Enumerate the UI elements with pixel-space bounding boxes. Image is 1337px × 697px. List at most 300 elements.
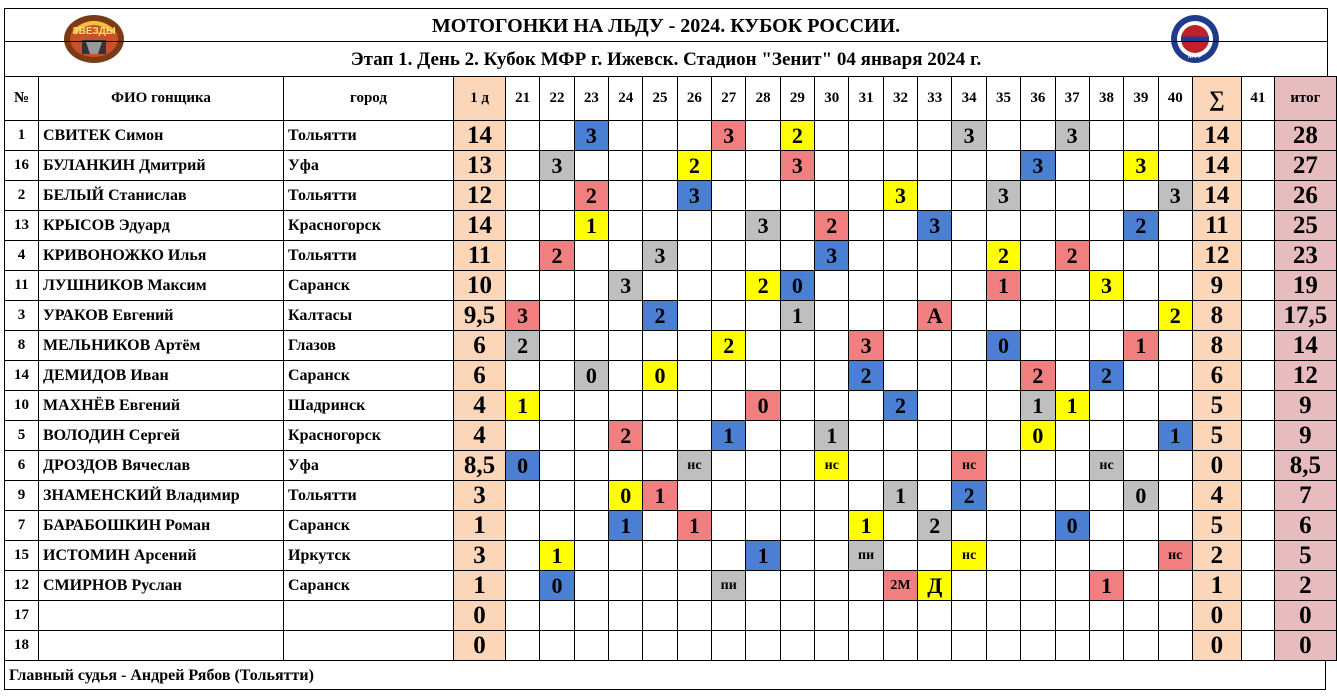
col-header-total: итог [1274,77,1336,121]
heat-empty-26 [677,241,711,271]
heat-result-31: пи [849,541,883,571]
heat-result-38: 2 [1089,361,1123,391]
heat-empty-29 [780,571,814,601]
heat-empty-38 [1089,331,1123,361]
heat-result-40: 3 [1158,181,1192,211]
heat-empty-33 [918,421,952,451]
heat-result-23: 1 [574,211,608,241]
day2-sum: 8 [1192,331,1241,361]
heat-empty-24 [609,601,643,631]
heat-empty-40 [1158,121,1192,151]
heat-empty-27 [712,361,746,391]
heat-empty-38 [1089,541,1123,571]
table-row [5,601,1337,631]
heat-result-23: 3 [574,121,608,151]
heat-result-23: 2 [574,181,608,211]
heat-empty-35 [986,121,1020,151]
heat-empty-36 [1021,181,1055,211]
day2-sum: 9 [1192,271,1241,301]
heat-empty-28 [746,571,780,601]
heat-empty-31 [849,451,883,481]
day1-points: 14 [454,121,506,151]
heat-empty-32 [883,331,917,361]
rider-city: Саранск [284,511,454,541]
day1-points: 14 [454,211,506,241]
heat-empty-27 [712,541,746,571]
heat-empty-26 [677,301,711,331]
rider-number: 4 [5,241,39,271]
heat-empty-21 [506,241,540,271]
rider-name: ИСТОМИН Арсений [39,541,284,571]
col-header-heat-27: 27 [712,77,746,121]
heat-empty-27 [712,301,746,331]
heat-result-22: 0 [540,571,574,601]
day1-points: 6 [454,331,506,361]
heat-empty-35 [986,301,1020,331]
heat-result-27: 3 [712,121,746,151]
heat-empty-34 [952,151,986,181]
heat-empty-25 [643,121,677,151]
heat-empty-23 [574,451,608,481]
heat-empty-29 [780,631,814,661]
heat-41 [1241,451,1274,481]
heat-empty-36 [1021,241,1055,271]
heat-result-22: 2 [540,241,574,271]
rider-name: ДЕМИДОВ Иван [39,361,284,391]
heat-result-37: 1 [1055,391,1089,421]
heat-empty-28 [746,241,780,271]
col-header-heat-30: 30 [815,77,849,121]
heat-result-34: 3 [952,121,986,151]
heat-empty-33 [918,541,952,571]
col-header-heat-29: 29 [780,77,814,121]
heat-empty-39 [1124,541,1158,571]
day1-points: 6 [454,361,506,391]
heat-empty-40 [1158,271,1192,301]
heat-empty-25 [643,391,677,421]
heat-41 [1241,121,1274,151]
heat-empty-37 [1055,481,1089,511]
heat-empty-22 [540,511,574,541]
heat-empty-39 [1124,511,1158,541]
heat-result-31: 2 [849,361,883,391]
heat-empty-34 [952,511,986,541]
col-header-heat-40: 40 [1158,77,1192,121]
heat-empty-30 [815,121,849,151]
rider-number: 17 [5,601,39,631]
heat-result-30: 1 [815,421,849,451]
rider-name: КРЫСОВ Эдуард [39,211,284,241]
heat-empty-29 [780,511,814,541]
table-row [5,151,1337,181]
day1-points: 4 [454,421,506,451]
heat-empty-23 [574,601,608,631]
total-points: 27 [1274,151,1336,181]
day2-sum: 14 [1192,121,1241,151]
heat-empty-25 [643,211,677,241]
heat-empty-22 [540,631,574,661]
heat-empty-36 [1021,331,1055,361]
heat-empty-37 [1055,211,1089,241]
heat-empty-23 [574,481,608,511]
rider-number: 6 [5,451,39,481]
heat-empty-27 [712,271,746,301]
heat-empty-40 [1158,451,1192,481]
rider-number: 8 [5,331,39,361]
heat-result-33: 3 [918,211,952,241]
heat-41 [1241,421,1274,451]
heat-result-30: 2 [815,211,849,241]
heat-empty-29 [780,421,814,451]
rider-city: Глазов [284,331,454,361]
rider-name: КРИВОНОЖКО Илья [39,241,284,271]
heat-result-32: 2 [883,391,917,421]
heat-41 [1241,541,1274,571]
heat-empty-26 [677,271,711,301]
rider-city: Тольятти [284,121,454,151]
heat-result-25: 0 [643,361,677,391]
heat-empty-36 [1021,451,1055,481]
heat-empty-25 [643,331,677,361]
day2-sum: 8 [1192,301,1241,331]
heat-result-36: 1 [1021,391,1055,421]
col-header-heat-36: 36 [1021,77,1055,121]
heat-empty-22 [540,271,574,301]
heat-empty-37 [1055,151,1089,181]
day2-sum: 12 [1192,241,1241,271]
rider-city: Калтасы [284,301,454,331]
day2-sum: 14 [1192,181,1241,211]
heat-result-28: 2 [746,271,780,301]
heat-empty-30 [815,271,849,301]
heat-empty-34 [952,271,986,301]
heat-empty-31 [849,121,883,151]
heat-empty-33 [918,121,952,151]
heat-empty-40 [1158,331,1192,361]
rider-city: Тольятти [284,241,454,271]
heat-empty-26 [677,631,711,661]
heat-empty-28 [746,331,780,361]
heat-result-21: 1 [506,391,540,421]
heat-result-35: 0 [986,331,1020,361]
heat-empty-21 [506,121,540,151]
heat-empty-35 [986,151,1020,181]
heat-empty-33 [918,151,952,181]
table-row [5,631,1337,661]
heat-empty-38 [1089,241,1123,271]
rider-name: МЕЛЬНИКОВ Артём [39,331,284,361]
heat-empty-27 [712,451,746,481]
heat-empty-37 [1055,271,1089,301]
rider-city: Саранск [284,271,454,301]
heat-empty-28 [746,151,780,181]
heat-empty-25 [643,511,677,541]
heat-41 [1241,511,1274,541]
table-row [5,421,1337,451]
rider-number: 5 [5,421,39,451]
heat-41 [1241,331,1274,361]
heat-result-29: 2 [780,121,814,151]
heat-empty-23 [574,241,608,271]
heat-empty-27 [712,511,746,541]
heat-empty-37 [1055,301,1089,331]
total-points: 26 [1274,181,1336,211]
heat-empty-21 [506,211,540,241]
heat-empty-30 [815,571,849,601]
day1-points: 3 [454,481,506,511]
heat-empty-39 [1124,241,1158,271]
heat-empty-36 [1021,481,1055,511]
heat-empty-32 [883,541,917,571]
col-header-day1: 1 д [454,77,506,121]
heat-result-26: нс [677,451,711,481]
total-points: 6 [1274,511,1336,541]
heat-empty-33 [918,331,952,361]
heat-41 [1241,571,1274,601]
heat-empty-35 [986,421,1020,451]
heat-result-28: 0 [746,391,780,421]
table-row [5,331,1337,361]
heat-empty-21 [506,631,540,661]
heat-empty-31 [849,151,883,181]
page-title: МОТОГОНКИ НА ЛЬДУ - 2024. КУБОК РОССИИ. [4,8,1328,42]
heat-empty-27 [712,391,746,421]
heat-empty-35 [986,211,1020,241]
heat-empty-35 [986,541,1020,571]
heat-empty-23 [574,151,608,181]
rider-number: 15 [5,541,39,571]
heat-empty-31 [849,211,883,241]
heat-41 [1241,241,1274,271]
heat-result-36: 3 [1021,151,1055,181]
col-header-heat-22: 22 [540,77,574,121]
heat-result-23: 0 [574,361,608,391]
rider-number: 3 [5,301,39,331]
heat-empty-35 [986,571,1020,601]
day2-sum: 4 [1192,481,1241,511]
heat-empty-33 [918,631,952,661]
heat-empty-25 [643,601,677,631]
heat-result-34: нс [952,541,986,571]
heat-empty-31 [849,571,883,601]
heat-empty-29 [780,241,814,271]
heat-41 [1241,601,1274,631]
heat-empty-34 [952,601,986,631]
results-table [4,76,1337,661]
heat-empty-30 [815,511,849,541]
heat-empty-35 [986,511,1020,541]
heat-empty-37 [1055,541,1089,571]
heat-empty-37 [1055,331,1089,361]
heat-41 [1241,391,1274,421]
day2-sum: 0 [1192,631,1241,661]
heat-result-33: Д [918,571,952,601]
heat-empty-24 [609,151,643,181]
heat-result-37: 0 [1055,511,1089,541]
rider-name [39,631,284,661]
col-header-heat-35: 35 [986,77,1020,121]
heat-empty-24 [609,361,643,391]
heat-empty-35 [986,601,1020,631]
heat-empty-25 [643,451,677,481]
total-points: 0 [1274,631,1336,661]
total-points: 23 [1274,241,1336,271]
heat-empty-26 [677,541,711,571]
total-points: 9 [1274,421,1336,451]
heat-empty-31 [849,601,883,631]
rider-name: БУЛАНКИН Дмитрий [39,151,284,181]
heat-empty-25 [643,541,677,571]
heat-empty-39 [1124,601,1158,631]
heat-empty-32 [883,601,917,631]
table-row [5,241,1337,271]
heat-result-40: 1 [1158,421,1192,451]
heat-empty-39 [1124,571,1158,601]
heat-empty-29 [780,451,814,481]
heat-empty-28 [746,121,780,151]
heat-empty-21 [506,181,540,211]
heat-41 [1241,361,1274,391]
heat-empty-37 [1055,631,1089,661]
heat-result-30: нс [815,451,849,481]
col-header-heat-26: 26 [677,77,711,121]
heat-empty-30 [815,361,849,391]
rider-number: 14 [5,361,39,391]
day1-points: 0 [454,601,506,631]
rider-city: Уфа [284,451,454,481]
heat-41 [1241,181,1274,211]
day2-sum: 1 [1192,571,1241,601]
heat-empty-31 [849,421,883,451]
heat-empty-33 [918,361,952,391]
rider-city: Красногорск [284,211,454,241]
heat-empty-38 [1089,631,1123,661]
heat-empty-28 [746,301,780,331]
heat-result-26: 1 [677,511,711,541]
heat-result-22: 3 [540,151,574,181]
table-row [5,211,1337,241]
heat-empty-32 [883,241,917,271]
rider-number: 7 [5,511,39,541]
heat-empty-31 [849,181,883,211]
heat-empty-38 [1089,151,1123,181]
table-row [5,391,1337,421]
heat-41 [1241,631,1274,661]
heat-result-31: 1 [849,511,883,541]
heat-result-39: 1 [1124,331,1158,361]
heat-empty-23 [574,331,608,361]
heat-empty-40 [1158,361,1192,391]
rider-name: ВОЛОДИН Сергей [39,421,284,451]
col-header-num: № [5,77,39,121]
heat-empty-25 [643,151,677,181]
heat-empty-29 [780,541,814,571]
heat-empty-32 [883,301,917,331]
heat-empty-40 [1158,151,1192,181]
heat-empty-34 [952,181,986,211]
heat-empty-28 [746,481,780,511]
heat-empty-36 [1021,271,1055,301]
day1-points: 1 [454,511,506,541]
heat-empty-24 [609,451,643,481]
rider-name [39,601,284,631]
rider-name: МАХНЁВ Евгений [39,391,284,421]
heat-empty-28 [746,601,780,631]
heat-empty-32 [883,361,917,391]
heat-empty-21 [506,421,540,451]
heat-empty-30 [815,301,849,331]
col-header-city: город [284,77,454,121]
heat-empty-38 [1089,481,1123,511]
heat-empty-24 [609,241,643,271]
heat-empty-22 [540,601,574,631]
heat-empty-27 [712,211,746,241]
heat-empty-34 [952,631,986,661]
logo-right-text: МФР [1187,54,1203,60]
heat-empty-34 [952,301,986,331]
header-row [5,77,1337,121]
heat-empty-25 [643,631,677,661]
heat-empty-32 [883,451,917,481]
rider-city: Шадринск [284,391,454,421]
heat-empty-39 [1124,421,1158,451]
col-header-heat-32: 32 [883,77,917,121]
day2-sum: 11 [1192,211,1241,241]
col-header-heat-39: 39 [1124,77,1158,121]
heat-empty-26 [677,391,711,421]
heat-empty-30 [815,331,849,361]
heat-empty-30 [815,151,849,181]
col-header-heat-28: 28 [746,77,780,121]
heat-empty-25 [643,421,677,451]
heat-empty-38 [1089,511,1123,541]
heat-result-33: 2 [918,511,952,541]
heat-empty-28 [746,451,780,481]
heat-empty-38 [1089,181,1123,211]
heat-empty-33 [918,481,952,511]
heat-empty-36 [1021,571,1055,601]
heat-empty-21 [506,481,540,511]
heat-result-29: 0 [780,271,814,301]
heat-result-24: 3 [609,271,643,301]
heat-empty-31 [849,301,883,331]
total-points: 0 [1274,601,1336,631]
page-subtitle: Этап 1. День 2. Кубок МФР г. Ижевск. Стадион "Зенит" 04 января 2024 г. [4,41,1328,77]
table-row [5,181,1337,211]
heat-empty-36 [1021,631,1055,661]
heat-empty-29 [780,181,814,211]
day1-points: 0 [454,631,506,661]
day2-sum: 5 [1192,421,1241,451]
heat-empty-29 [780,361,814,391]
heat-result-34: нс [952,451,986,481]
rider-number: 9 [5,481,39,511]
rider-number: 16 [5,151,39,181]
heat-empty-24 [609,301,643,331]
heat-empty-40 [1158,211,1192,241]
heat-empty-22 [540,211,574,241]
heat-result-32: 2М [883,571,917,601]
heat-result-31: 3 [849,331,883,361]
heat-41 [1241,481,1274,511]
heat-empty-39 [1124,121,1158,151]
heat-empty-38 [1089,121,1123,151]
heat-empty-22 [540,391,574,421]
day1-points: 4 [454,391,506,421]
heat-empty-26 [677,571,711,601]
rider-number: 12 [5,571,39,601]
total-points: 5 [1274,541,1336,571]
